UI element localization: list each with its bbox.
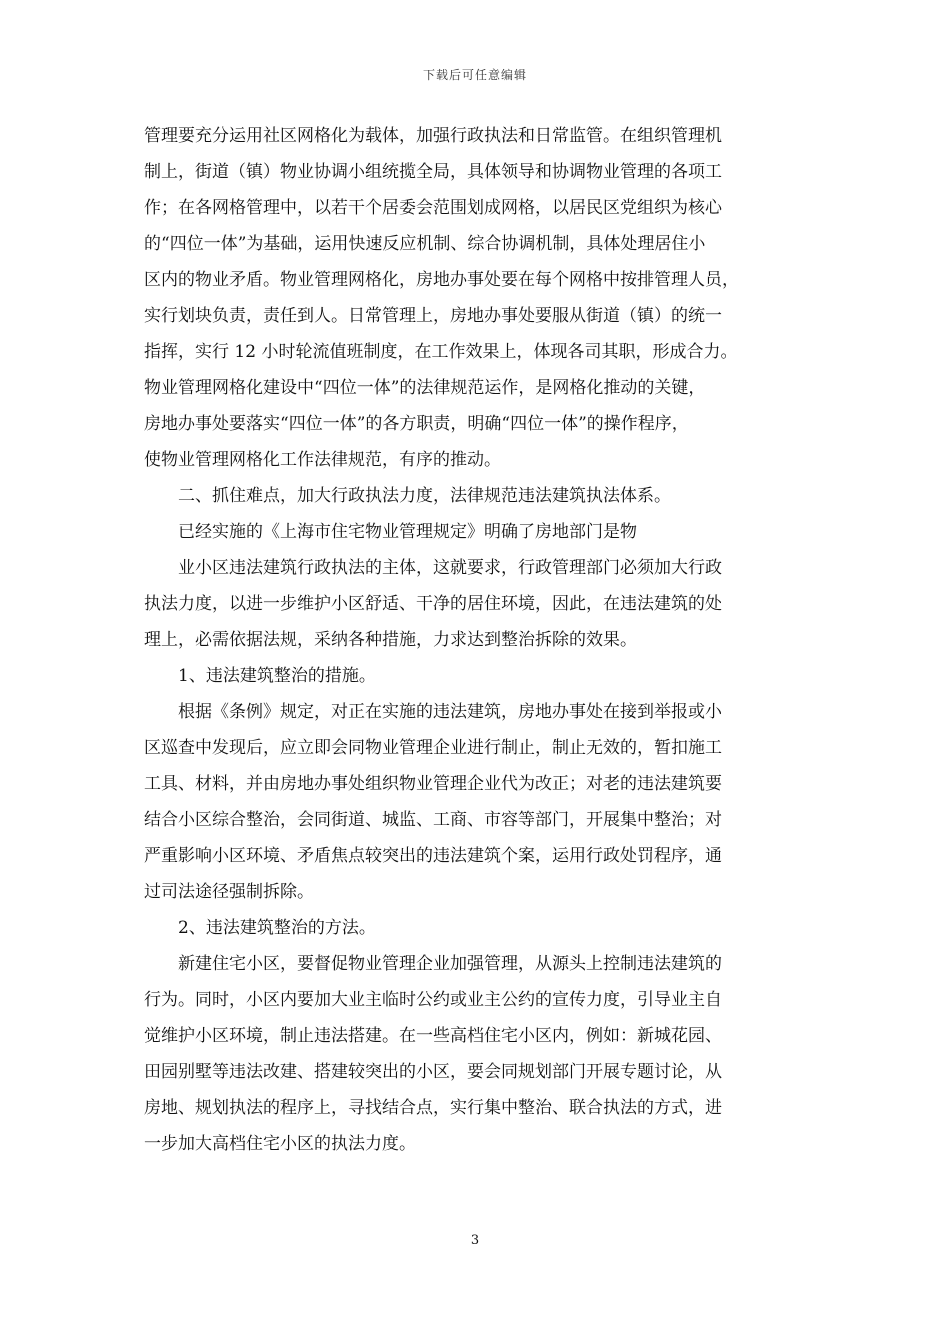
text-line: 工具、材料，并由房地办事处组织物业管理企业代为改正；对老的违法建筑要 [144, 774, 722, 794]
text-line: 新建住宅小区，要督促物业管理企业加强管理，从源头上控制违法建筑的 [178, 954, 722, 974]
text-line: 过司法途径强制拆除。 [144, 882, 314, 902]
paragraph-regulation-intro [144, 514, 806, 550]
paragraph-enforcement [144, 550, 806, 658]
text-line: 理上，必需依据法规，采纳各种措施，力求达到整治拆除的效果。 [144, 630, 637, 650]
text-line: 指挥，实行 12 小时轮流值班制度，在工作效果上，体现各司其职，形成合力。 [144, 342, 738, 362]
text-line: 结合小区综合整治，会同街道、城监、工商、市容等部门，开展集中整治；对 [144, 810, 722, 830]
text-line: 业小区违法建筑行政执法的主体，这就要求，行政管理部门必须加大行政 [178, 558, 722, 578]
text-line: 房地办事处要落实“四位一体”的各方职责，明确“四位一体”的操作程序， [144, 414, 689, 434]
page-number: 3 [470, 1233, 480, 1248]
paragraph-methods [144, 946, 806, 1162]
text-line: 实行划块负责，责任到人。日常管理上，房地办事处要服从街道（镇）的统一 [144, 306, 722, 326]
text-line: 的“四位一体”为基础，运用快速反应机制、综合协调机制，具体处理居住小 [144, 234, 706, 254]
page-header: 下载后可任意编辑 [422, 68, 527, 82]
text-line: 1、违法建筑整治的措施。 [178, 666, 376, 686]
text-line: 管理要充分运用社区网格化为载体，加强行政执法和日常监管。在组织管理机 [144, 126, 722, 146]
text-line: 2、违法建筑整治的方法。 [178, 918, 376, 938]
text-line: 已经实施的《上海市住宅物业管理规定》明确了房地部门是物 [178, 522, 637, 542]
text-line: 行为。同时，小区内要加大业主临时公约或业主公约的宣传力度，引导业主自 [144, 990, 722, 1010]
text-line: 觉维护小区环境，制止违法搭建。在一些高档住宅小区内，例如：新城花园、 [144, 1026, 722, 1046]
text-line: 二、抓住难点，加大行政执法力度，法律规范违法建筑执法体系。 [178, 486, 671, 506]
text-line: 物业管理网格化建设中“四位一体”的法律规范运作，是网格化推动的关键， [144, 378, 706, 398]
text-line: 区内的物业矛盾。物业管理网格化，房地办事处要在每个网格中按排管理人员， [144, 270, 739, 290]
document-body [144, 118, 806, 1162]
paragraph-grid-management [144, 118, 806, 478]
text-line: 作；在各网格管理中，以若干个居委会范围划成网格，以居民区党组织为核心 [144, 198, 722, 218]
text-line: 执法力度，以进一步维护小区舒适、干净的居住环境，因此，在违法建筑的处 [144, 594, 722, 614]
text-line: 严重影响小区环境、矛盾焦点较突出的违法建筑个案，运用行政处罚程序，通 [144, 846, 722, 866]
text-line: 区巡查中发现后，应立即会同物业管理企业进行制止，制止无效的，暂扣施工 [144, 738, 722, 758]
text-line: 田园别墅等违法改建、搭建较突出的小区，要会同规划部门开展专题讨论，从 [144, 1062, 722, 1082]
text-line: 一步加大高档住宅小区的执法力度。 [144, 1134, 416, 1154]
section-heading-2 [144, 478, 806, 514]
text-line: 制上，街道（镇）物业协调小组统揽全局，具体领导和协调物业管理的各项工 [144, 162, 722, 182]
text-line: 根据《条例》规定，对正在实施的违法建筑，房地办事处在接到举报或小 [178, 702, 722, 722]
text-line: 使物业管理网格化工作法律规范，有序的推动。 [144, 450, 501, 470]
paragraph-measures [144, 694, 806, 910]
text-line: 房地、规划执法的程序上，寻找结合点，实行集中整治、联合执法的方式，进 [144, 1098, 722, 1118]
subheading-methods [144, 910, 806, 946]
subheading-measures [144, 658, 806, 694]
